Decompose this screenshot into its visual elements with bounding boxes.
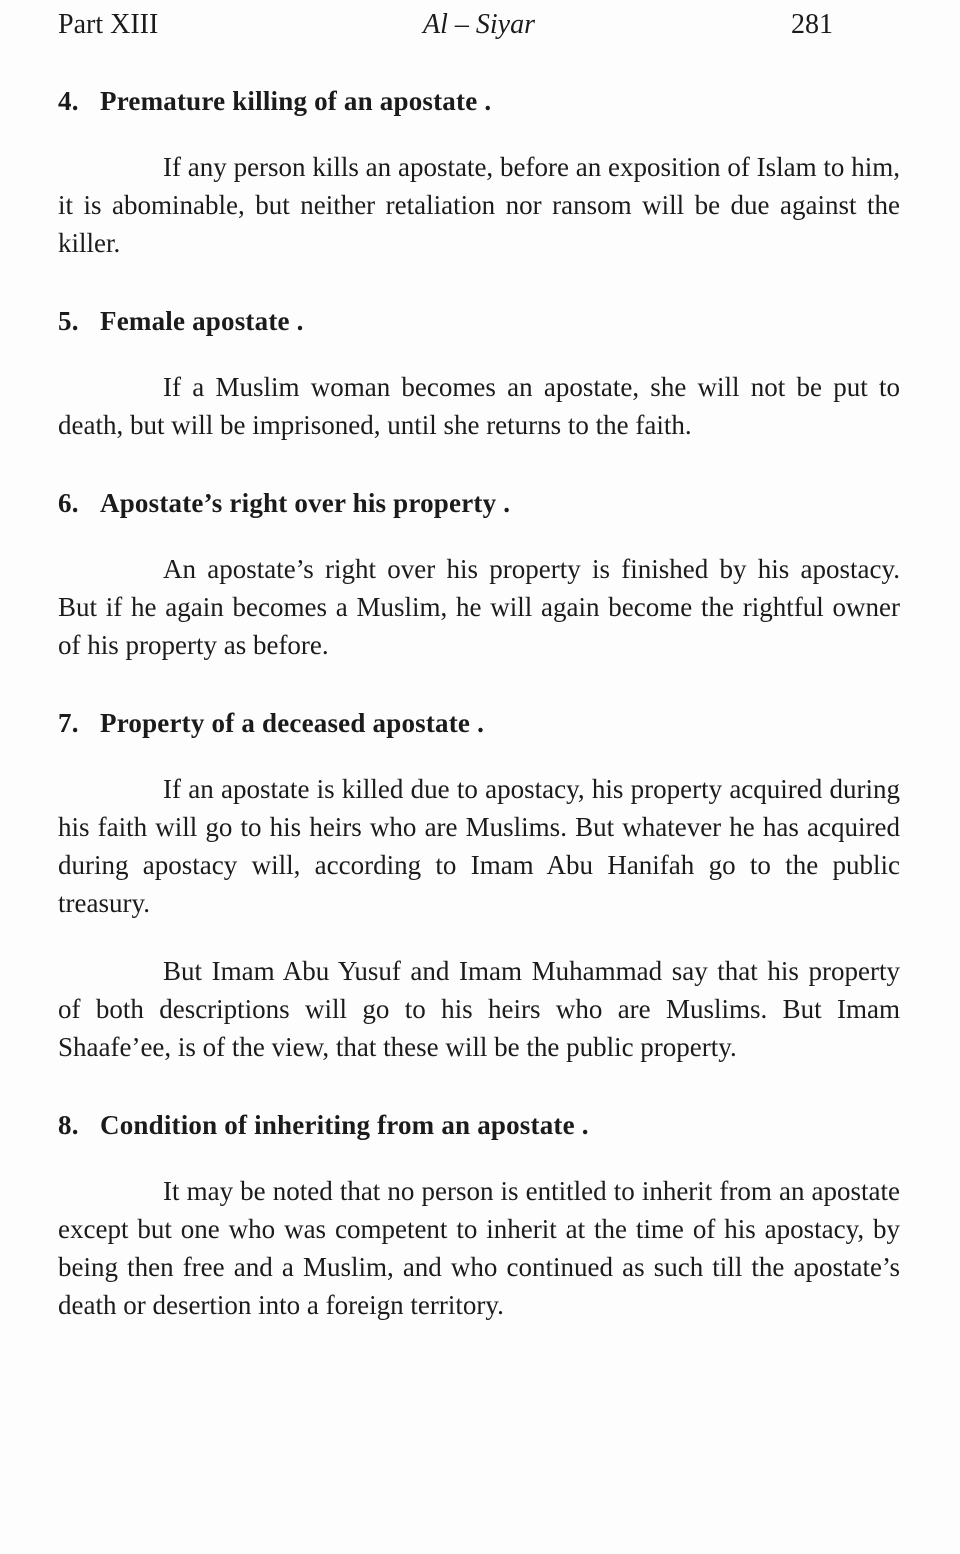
section-number: 7.: [58, 708, 79, 738]
section-title: Female apostate .: [100, 306, 304, 336]
section-paragraph: But Imam Abu Yusuf and Imam Muhammad say that his property of both descriptions will go to his heirs who are Muslims. But Imam Shaafe’ee, is of the view, that these will be the public property.: [58, 956, 900, 1062]
section: [58, 1108, 900, 1324]
section-number: 5.: [58, 306, 79, 336]
section-heading: [58, 84, 900, 118]
section-paragraph: If an apostate is killed due to apostacy, his property acquired during his faith will go to his heirs who are Muslims. But whatever he has acquired during apostacy will, according to Imam Abu Hanifah go to the public treasury.: [58, 774, 900, 918]
section-paragraph: It may be noted that no person is entitled to inherit from an apostate except but one who was competent to inherit at the time of his apostacy, by being then free and a Muslim, and who continued as such till the apostate’s death or desertion into a foreign territory.: [58, 1176, 900, 1320]
section-heading: [58, 706, 900, 740]
page-header: [58, 8, 900, 42]
section-heading: [58, 486, 900, 520]
page-body: [58, 84, 900, 1324]
section-paragraph: An apostate’s right over his property is finished by his apostacy. But if he again becomes a Muslim, he will again become the rightful owner of his property as before.: [58, 554, 900, 660]
section-title: Premature killing of an apostate .: [100, 86, 492, 116]
section-title: Condition of inheriting from an apostate .: [100, 1110, 589, 1140]
section: [58, 84, 900, 262]
header-book-title: Al – Siyar: [423, 9, 535, 40]
section-title: Property of a deceased apostate .: [100, 708, 485, 738]
section-number: 8.: [58, 1110, 79, 1140]
section-number: 4.: [58, 86, 79, 116]
section-number: 6.: [58, 488, 79, 518]
section-paragraph: If any person kills an apostate, before an exposition of Islam to him, it is abominable, but neither retaliation nor ransom will be due against the killer.: [58, 152, 900, 258]
header-page-number: 281: [791, 9, 833, 40]
header-part-label: Part XIII: [58, 9, 159, 40]
section-paragraph: If a Muslim woman becomes an apostate, she will not be put to death, but will be imprisoned, until she returns to the faith.: [58, 372, 900, 440]
section: [58, 304, 900, 444]
section: [58, 706, 900, 1066]
section-title: Apostate’s right over his property .: [100, 488, 511, 518]
section-heading: [58, 304, 900, 338]
section-heading: [58, 1108, 900, 1142]
section: [58, 486, 900, 664]
